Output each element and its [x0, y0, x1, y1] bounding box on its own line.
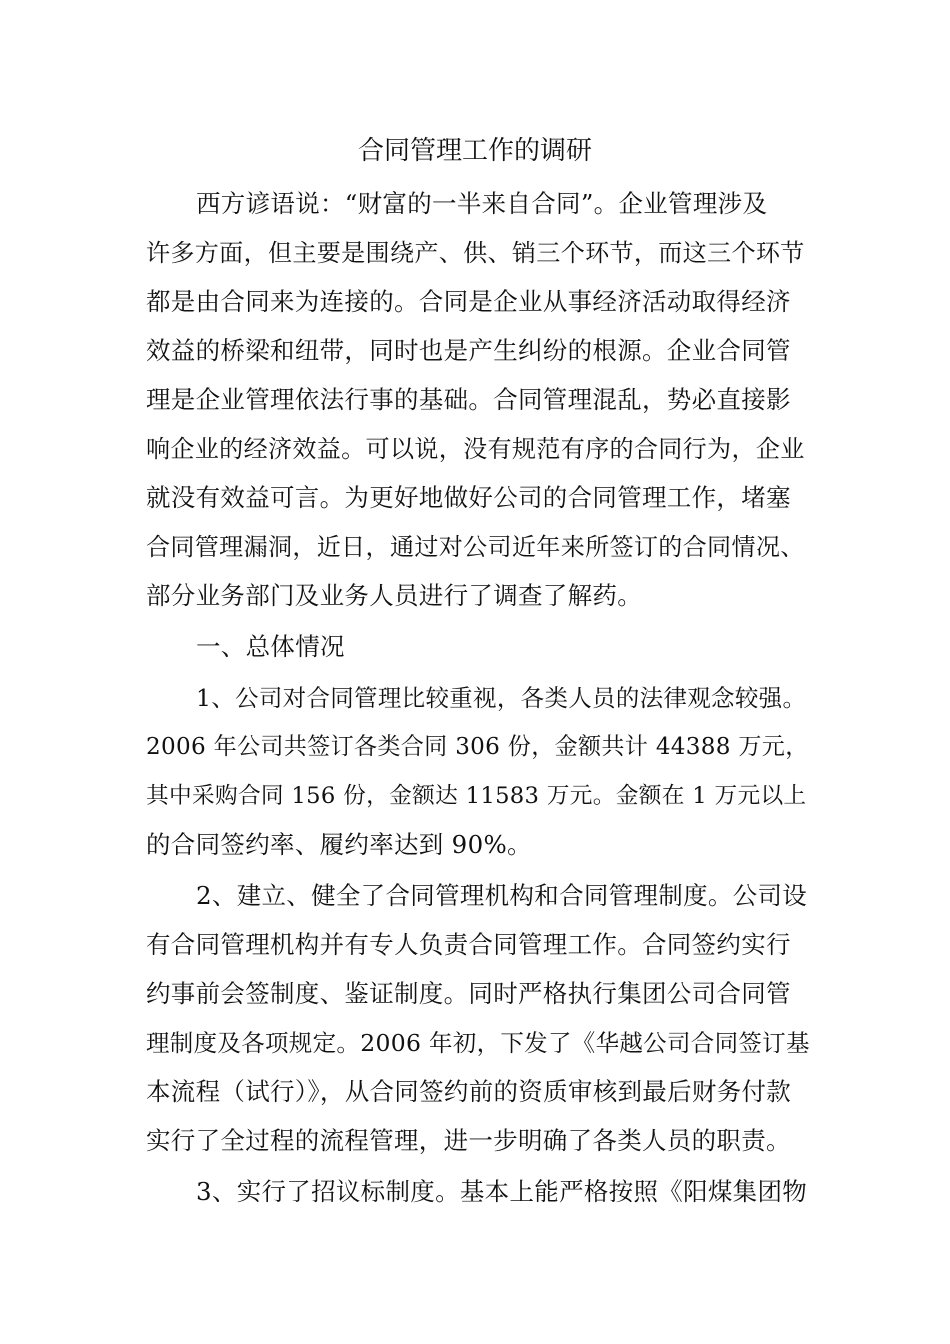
section-heading: 一、总体情况 — [196, 632, 345, 661]
paragraph-line: 就没有效益可言。为更好地做好公司的合同管理工作，堵塞 — [146, 483, 791, 512]
paragraph-line: 2、建立、健全了合同管理机构和合同管理制度。公司设 — [196, 881, 808, 910]
paragraph-line: 其中采购合同 156 份，金额达 11583 万元。金额在 1 万元以上 — [146, 783, 807, 809]
paragraph-line: 部分业务部门及业务人员进行了调查了解药。 — [146, 581, 642, 610]
paragraph-line: 响企业的经济效益。可以说，没有规范有序的合同行为，企业 — [146, 435, 805, 463]
paragraph-line: 理制度及各项规定。2006 年初，下发了《华越公司合同签订基 — [146, 1029, 810, 1057]
paragraph-line: 本流程（试行）》，从合同签约前的资质审核到最后财务付款 — [146, 1077, 792, 1106]
paragraph-line: 合同管理漏洞，近日，通过对公司近年来所签订的合同情况、 — [146, 533, 805, 561]
paragraph-line: 3、实行了招议标制度。基本上能严格按照《阳煤集团物 — [196, 1177, 808, 1206]
paragraph-line: 约事前会签制度、鉴证制度。同时严格执行集团公司合同管 — [146, 979, 791, 1008]
document-title: 合同管理工作的调研 — [357, 136, 592, 166]
paragraph-line: 的合同签约率、履约率达到 90%。 — [146, 830, 532, 859]
paragraph-line: 西方谚语说：“财富的一半来自合同”。企业管理涉及 — [196, 189, 768, 218]
paragraph-line: 实行了全过程的流程管理，进一步明确了各类人员的职责。 — [146, 1126, 791, 1155]
paragraph-line: 2006 年公司共签订各类合同 306 份，金额共计 44388 万元， — [146, 734, 809, 760]
paragraph-line: 有合同管理机构并有专人负责合同管理工作。合同签约实行 — [146, 930, 791, 959]
paragraph-line: 都是由合同来为连接的。合同是企业从事经济活动取得经济 — [146, 287, 791, 316]
paragraph-line: 1、公司对合同管理比较重视，各类人员的法律观念较强。 — [196, 684, 807, 712]
paragraph-line: 效益的桥梁和纽带，同时也是产生纠纷的根源。企业合同管 — [146, 336, 791, 365]
paragraph-line: 许多方面，但主要是围绕产、供、销三个环节，而这三个环节 — [146, 239, 805, 267]
paragraph-line: 理是企业管理依法行事的基础。合同管理混乱，势必直接影 — [146, 385, 791, 414]
